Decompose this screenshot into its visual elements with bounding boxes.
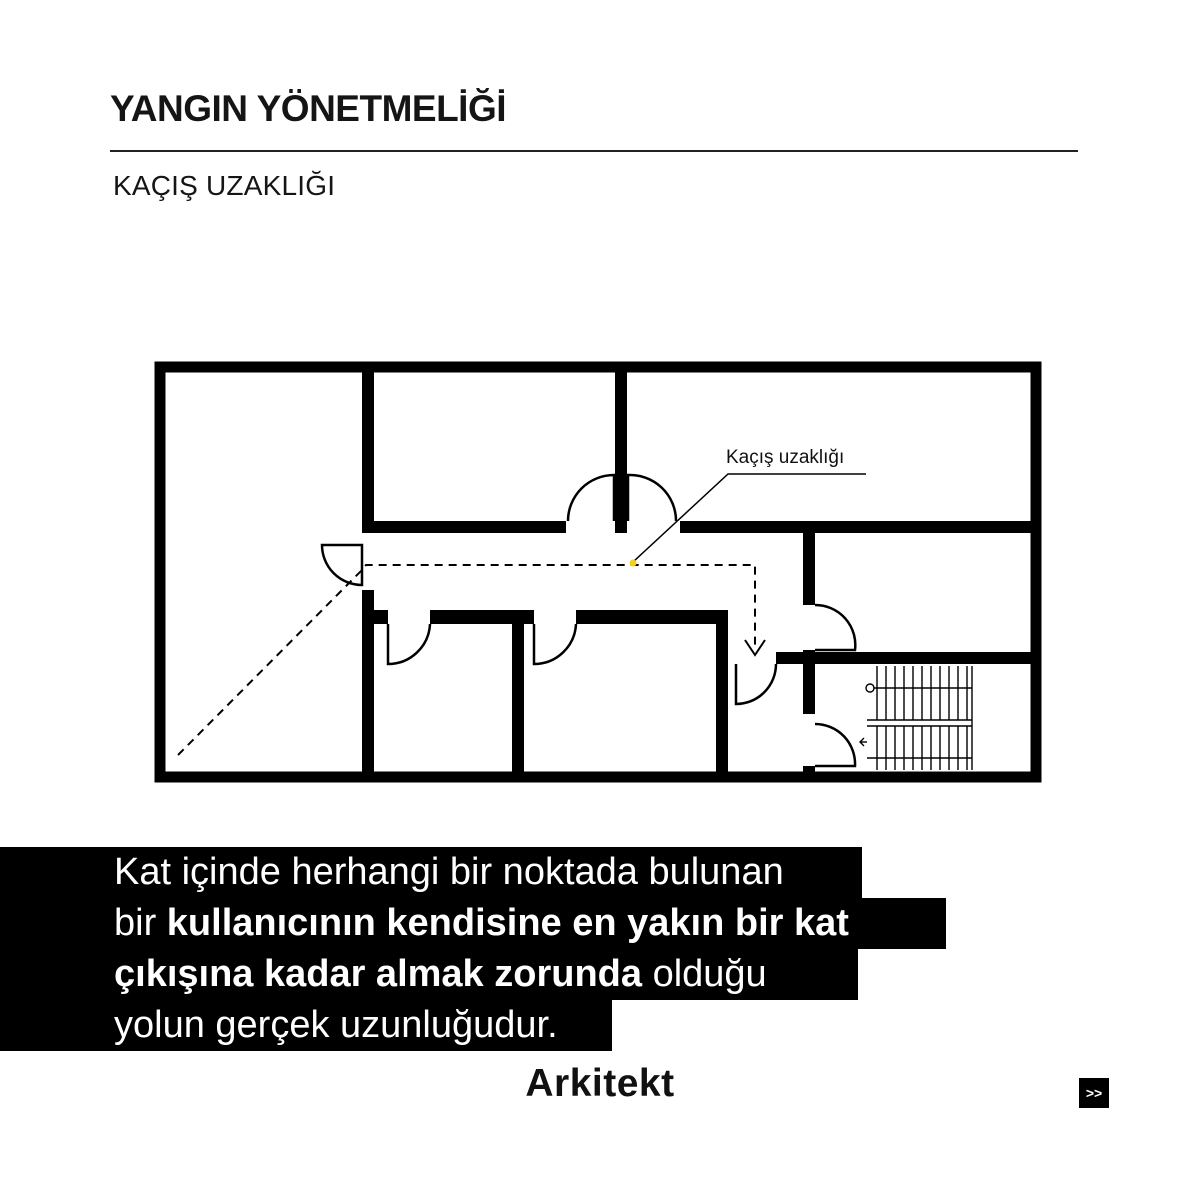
escape-distance-label: Kaçış uzaklığı [726, 447, 845, 468]
page-subtitle: KAÇIŞ UZAKLIĞI [113, 170, 336, 201]
caption-block [0, 847, 946, 1051]
caption-line-4: yolun gerçek uzunluğudur. [0, 1000, 612, 1051]
caption-line-3: çıkışına kadar almak zorunda olduğu [0, 949, 858, 1000]
page-title: YANGIN YÖNETMELİĞİ [110, 88, 507, 129]
escape-point-marker [630, 560, 637, 567]
stair-flight [860, 666, 972, 770]
caption-line-1: Kat içinde herhangi bir noktada bulunan [0, 847, 862, 898]
annotation-leader [633, 474, 866, 562]
next-slide-button[interactable]: >> [1079, 1078, 1109, 1108]
brand-logo: Arkitekt [525, 1062, 675, 1105]
caption-line-2: bir kullanıcının kendisine en yakın bir kat [0, 898, 946, 949]
escape-route-path [178, 565, 765, 755]
